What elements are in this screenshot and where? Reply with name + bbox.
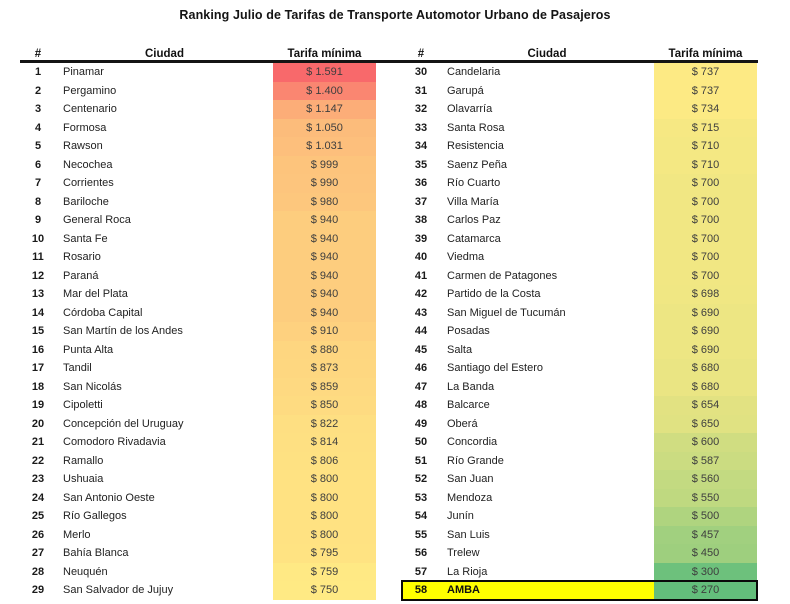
city-cell: Concordia — [447, 436, 498, 449]
city-cell: Viedma — [447, 251, 485, 264]
fare-cell: $ 737 — [654, 63, 757, 82]
rank-cell: 30 — [414, 66, 428, 79]
city-cell: La Banda — [447, 380, 495, 393]
table-row — [402, 544, 757, 563]
fare-cell: $ 690 — [654, 304, 757, 323]
city-cell: Catamarca — [447, 232, 501, 245]
table-row — [402, 156, 757, 175]
table-row — [402, 433, 757, 452]
fare-cell: $ 814 — [273, 433, 376, 452]
fare-cell: $ 990 — [273, 174, 376, 193]
table-row — [402, 82, 757, 101]
table-row — [402, 341, 757, 360]
fare-cell: $ 750 — [273, 581, 376, 600]
rank-cell: 52 — [414, 473, 428, 486]
rank-cell: 17 — [31, 362, 45, 375]
fare-cell: $ 806 — [273, 452, 376, 471]
fare-cell: $ 700 — [654, 230, 757, 249]
city-cell: Bariloche — [63, 195, 109, 208]
table-row — [402, 285, 757, 304]
fare-cell: $ 700 — [654, 267, 757, 286]
rank-cell: 51 — [414, 454, 428, 467]
table-row — [20, 359, 376, 378]
table-row — [20, 544, 376, 563]
table-row — [20, 100, 376, 119]
city-cell: Carmen de Patagones — [447, 269, 558, 282]
city-cell: Rawson — [63, 140, 103, 153]
table-row — [402, 100, 757, 119]
rank-cell: 54 — [414, 510, 428, 523]
city-cell: Santa Fe — [63, 232, 108, 245]
fare-cell: $ 710 — [654, 156, 757, 175]
table-row — [20, 378, 376, 397]
table-row — [402, 211, 757, 230]
fare-cell: $ 940 — [273, 285, 376, 304]
rank-cell: 10 — [31, 232, 45, 245]
rank-cell: 37 — [414, 195, 428, 208]
fare-cell: $ 940 — [273, 267, 376, 286]
table-row — [402, 267, 757, 286]
table-row — [20, 285, 376, 304]
city-cell: San Luis — [447, 528, 490, 541]
fare-cell: $ 999 — [273, 156, 376, 175]
rank-cell: 7 — [34, 177, 42, 190]
table-row — [20, 526, 376, 545]
rank-cell: 25 — [31, 510, 45, 523]
city-cell: Partido de la Costa — [447, 288, 541, 301]
city-cell: Posadas — [447, 325, 490, 338]
table-row — [402, 378, 757, 397]
city-cell: Tandil — [63, 362, 92, 375]
column-header-rank: # — [417, 48, 425, 60]
fare-cell: $ 650 — [654, 415, 757, 434]
rank-cell: 20 — [31, 417, 45, 430]
table-row — [20, 230, 376, 249]
table-row — [20, 304, 376, 323]
rank-cell: 40 — [414, 251, 428, 264]
city-cell: Bahía Blanca — [63, 547, 129, 560]
city-cell: Cipoletti — [63, 399, 103, 412]
table-row — [20, 396, 376, 415]
fare-cell: $ 734 — [654, 100, 757, 119]
table-row — [402, 193, 757, 212]
city-cell: Rosario — [63, 251, 101, 264]
fare-cell: $ 457 — [654, 526, 757, 545]
city-cell: San Miguel de Tucumán — [447, 306, 566, 319]
fare-cell: $ 654 — [654, 396, 757, 415]
fare-cell: $ 560 — [654, 470, 757, 489]
table-row — [20, 322, 376, 341]
rank-cell: 16 — [31, 343, 45, 356]
table-row — [402, 415, 757, 434]
city-cell: General Roca — [63, 214, 131, 227]
fare-cell: $ 800 — [273, 489, 376, 508]
fare-cell: $ 940 — [273, 230, 376, 249]
city-cell: Centenario — [63, 103, 117, 116]
city-cell: Resistencia — [447, 140, 504, 153]
city-cell: Formosa — [63, 121, 107, 134]
rank-cell: 45 — [414, 343, 428, 356]
fare-cell: $ 940 — [273, 211, 376, 230]
rank-cell: 58 — [402, 581, 440, 600]
fare-cell: $ 873 — [273, 359, 376, 378]
header-divider — [20, 60, 758, 63]
rank-cell: 19 — [31, 399, 45, 412]
table-row — [20, 82, 376, 101]
fare-cell: $ 700 — [654, 211, 757, 230]
fare-cell: $ 859 — [273, 378, 376, 397]
city-cell: Ushuaia — [63, 473, 104, 486]
city-cell: Santiago del Estero — [447, 362, 544, 375]
fare-cell: $ 880 — [273, 341, 376, 360]
fare-cell: $ 700 — [654, 174, 757, 193]
table-row — [20, 267, 376, 286]
fare-cell: $ 737 — [654, 82, 757, 101]
rank-cell: 9 — [34, 214, 42, 227]
city-cell: San Nicolás — [63, 380, 122, 393]
fare-cell: $ 940 — [273, 304, 376, 323]
city-cell: Paraná — [63, 269, 99, 282]
rank-cell: 47 — [414, 380, 428, 393]
fare-cell: $ 700 — [654, 248, 757, 267]
table-row — [402, 119, 757, 138]
table-row — [402, 248, 757, 267]
fare-cell: $ 500 — [654, 507, 757, 526]
fare-cell: $ 800 — [273, 470, 376, 489]
rank-cell: 24 — [31, 491, 45, 504]
rank-cell: 26 — [31, 528, 45, 541]
fare-cell: $ 1.031 — [273, 137, 376, 156]
city-cell: Concepción del Uruguay — [63, 417, 184, 430]
rank-cell: 5 — [34, 140, 42, 153]
fare-cell: $ 600 — [654, 433, 757, 452]
fare-cell: $ 700 — [654, 193, 757, 212]
table-row — [402, 230, 757, 249]
rank-cell: 33 — [414, 121, 428, 134]
rank-cell: 29 — [31, 584, 45, 597]
fare-cell: $ 270 — [654, 581, 757, 600]
fare-cell: $ 715 — [654, 119, 757, 138]
city-cell: Pergamino — [63, 84, 117, 97]
table-row — [20, 63, 376, 82]
fare-cell: $ 1.591 — [273, 63, 376, 82]
table-row — [20, 119, 376, 138]
fare-cell: $ 759 — [273, 563, 376, 582]
city-cell: Candelaria — [447, 66, 501, 79]
fare-cell: $ 698 — [654, 285, 757, 304]
fare-cell: $ 1.050 — [273, 119, 376, 138]
city-cell: La Rioja — [447, 565, 488, 578]
city-cell: Salta — [447, 343, 473, 356]
table-row — [402, 396, 757, 415]
city-cell: Pinamar — [63, 66, 104, 79]
fare-cell: $ 300 — [654, 563, 757, 582]
city-cell: San Martín de los Andes — [63, 325, 183, 338]
fare-cell: $ 910 — [273, 322, 376, 341]
table-row — [20, 452, 376, 471]
rank-cell: 39 — [414, 232, 428, 245]
city-cell: Oberá — [447, 417, 478, 430]
table-row-highlight — [402, 581, 757, 600]
rank-cell: 4 — [34, 121, 42, 134]
column-header-city: Ciudad — [527, 48, 567, 60]
city-cell: Mendoza — [447, 491, 493, 504]
table-body-right — [402, 63, 757, 600]
city-cell: Mar del Plata — [63, 288, 128, 301]
fare-cell: $ 822 — [273, 415, 376, 434]
rank-cell: 14 — [31, 306, 45, 319]
rank-cell: 22 — [31, 454, 45, 467]
rank-cell: 27 — [31, 547, 45, 560]
city-cell: Comodoro Rivadavia — [63, 436, 166, 449]
page-title: Ranking Julio de Tarifas de Transporte Automotor Urbano de Pasajeros — [179, 8, 611, 22]
city-cell: Junín — [447, 510, 474, 523]
table-row — [402, 359, 757, 378]
fare-cell: $ 710 — [654, 137, 757, 156]
city-cell: Neuquén — [63, 565, 108, 578]
table-body-left — [20, 63, 376, 600]
table-row — [402, 322, 757, 341]
city-cell: Merlo — [63, 528, 91, 541]
table-row — [20, 581, 376, 600]
fare-cell: $ 680 — [654, 359, 757, 378]
table-row — [20, 193, 376, 212]
rank-cell: 31 — [414, 84, 428, 97]
table-row — [402, 489, 757, 508]
table-row — [20, 489, 376, 508]
rank-cell: 3 — [34, 103, 42, 116]
rank-cell: 36 — [414, 177, 428, 190]
city-cell: Garupá — [447, 84, 484, 97]
fare-cell: $ 800 — [273, 526, 376, 545]
city-cell: Punta Alta — [63, 343, 114, 356]
table-row — [402, 507, 757, 526]
city-cell: San Juan — [447, 473, 494, 486]
rank-cell: 23 — [31, 473, 45, 486]
table-row — [20, 156, 376, 175]
rank-cell: 8 — [34, 195, 42, 208]
fare-cell: $ 1.400 — [273, 82, 376, 101]
fare-cell: $ 980 — [273, 193, 376, 212]
table-row — [402, 452, 757, 471]
city-cell: Carlos Paz — [447, 214, 501, 227]
rank-cell: 28 — [31, 565, 45, 578]
rank-cell: 15 — [31, 325, 45, 338]
city-cell: Trelew — [447, 547, 480, 560]
table-row — [402, 63, 757, 82]
rank-cell: 53 — [414, 491, 428, 504]
rank-cell: 48 — [414, 399, 428, 412]
city-cell: San Antonio Oeste — [63, 491, 155, 504]
column-header-city: Ciudad — [145, 48, 184, 60]
table-row — [20, 507, 376, 526]
fare-cell: $ 690 — [654, 322, 757, 341]
table-row — [402, 470, 757, 489]
city-cell: Villa María — [447, 195, 499, 208]
fare-table-left — [20, 42, 376, 600]
table-row — [402, 563, 757, 582]
table-row — [20, 470, 376, 489]
table-row — [20, 248, 376, 267]
table-row — [402, 526, 757, 545]
rank-cell: 46 — [414, 362, 428, 375]
city-cell: Saenz Peña — [447, 158, 507, 171]
table-row — [20, 415, 376, 434]
fare-cell: $ 450 — [654, 544, 757, 563]
rank-cell: 1 — [34, 66, 42, 79]
table-row — [402, 174, 757, 193]
rank-cell: 44 — [414, 325, 428, 338]
rank-cell: 38 — [414, 214, 428, 227]
fare-table-right — [402, 42, 757, 600]
city-cell: San Salvador de Jujuy — [63, 584, 174, 597]
city-cell: Córdoba Capital — [63, 306, 143, 319]
column-header-fare: Tarifa mínima — [287, 48, 362, 60]
table-row — [402, 137, 757, 156]
city-cell: Necochea — [63, 158, 113, 171]
fare-cell: $ 800 — [273, 507, 376, 526]
fare-cell: $ 1.147 — [273, 100, 376, 119]
table-row — [402, 304, 757, 323]
city-cell: Santa Rosa — [447, 121, 505, 134]
rank-cell: 12 — [31, 269, 45, 282]
rank-cell: 32 — [414, 103, 428, 116]
city-cell: Río Cuarto — [447, 177, 501, 190]
fare-cell: $ 587 — [654, 452, 757, 471]
rank-cell: 13 — [31, 288, 45, 301]
city-cell: Olavarría — [447, 103, 493, 116]
city-cell: Corrientes — [63, 177, 114, 190]
fare-cell: $ 850 — [273, 396, 376, 415]
rank-cell: 35 — [414, 158, 428, 171]
table-header-right — [402, 42, 757, 60]
fare-cell: $ 940 — [273, 248, 376, 267]
rank-cell: 6 — [34, 158, 42, 171]
table-row — [20, 433, 376, 452]
fare-cell: $ 680 — [654, 378, 757, 397]
rank-cell: 2 — [34, 84, 42, 97]
rank-cell: 11 — [32, 251, 44, 264]
city-cell: Río Gallegos — [63, 510, 127, 523]
fare-cell: $ 795 — [273, 544, 376, 563]
rank-cell: 18 — [31, 380, 45, 393]
table-header-left — [20, 42, 376, 60]
rank-cell: 42 — [414, 288, 428, 301]
city-cell: Ramallo — [63, 454, 104, 467]
rank-cell: 43 — [414, 306, 428, 319]
table-row — [20, 211, 376, 230]
rank-cell: 50 — [414, 436, 428, 449]
rank-cell: 56 — [414, 547, 428, 560]
rank-cell: 21 — [31, 436, 45, 449]
city-cell: Balcarce — [447, 399, 490, 412]
rank-cell: 55 — [414, 528, 428, 541]
rank-cell: 34 — [414, 140, 428, 153]
city-cell: AMBA — [440, 581, 654, 600]
rank-cell: 41 — [414, 269, 428, 282]
city-cell: Río Grande — [447, 454, 504, 467]
fare-cell: $ 550 — [654, 489, 757, 508]
rank-cell: 49 — [414, 417, 428, 430]
table-row — [20, 341, 376, 360]
column-header-rank: # — [34, 48, 42, 60]
column-header-fare: Tarifa mínima — [668, 48, 743, 60]
table-row — [20, 174, 376, 193]
table-row — [20, 137, 376, 156]
rank-cell: 57 — [414, 565, 428, 578]
fare-cell: $ 690 — [654, 341, 757, 360]
table-row — [20, 563, 376, 582]
